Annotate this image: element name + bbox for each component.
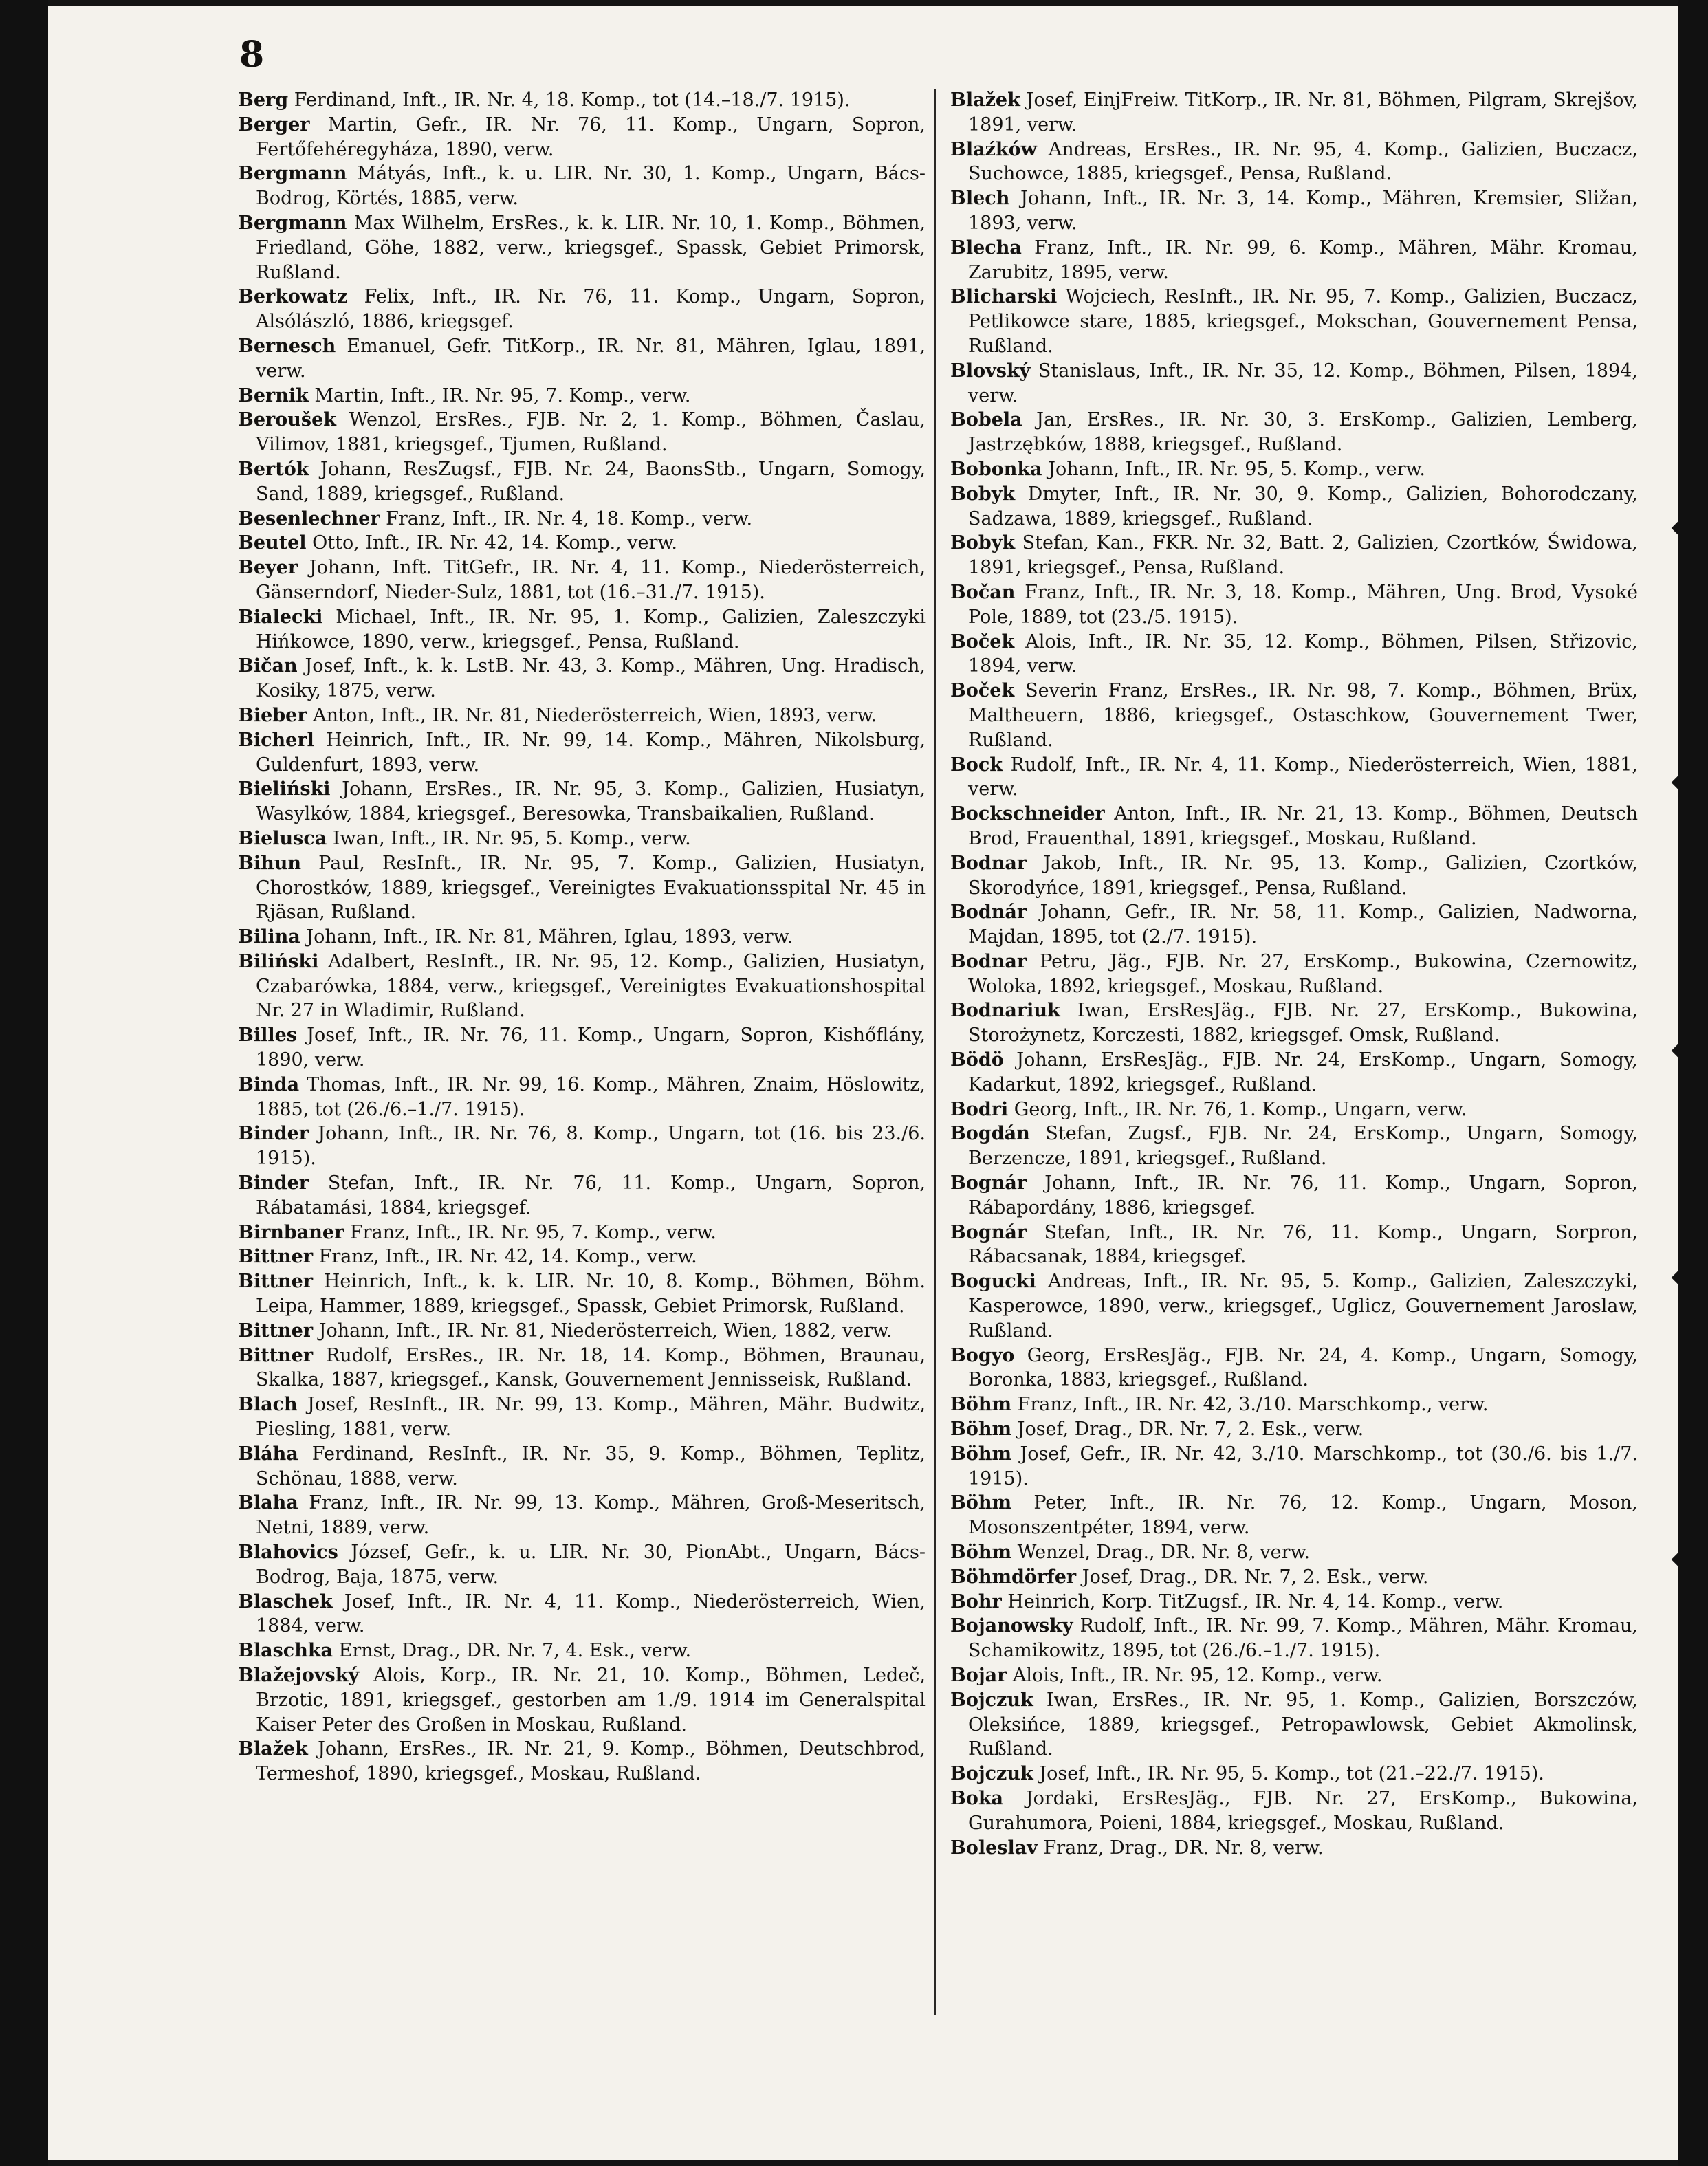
entry-details: Josef, ResInft., IR. Nr. 99, 13. Komp., Mähren, Mähr. Budwitz, Piesling, 1881, verw.: [256, 1394, 926, 1441]
register-entry: [238, 408, 926, 457]
register-entry: [238, 1245, 926, 1269]
entry-surname: Blažek: [950, 89, 1020, 111]
register-entry: [238, 827, 926, 851]
register-entry: [950, 457, 1638, 482]
entry-details: Iwan, ErsResJäg., FJB. Nr. 27, ErsKomp., Bukowina, Storożynetz, Korczesti, 1882, kriegsgef. Omsk, Rußland.: [968, 1000, 1638, 1047]
entry-details: Ferdinand, ResInft., IR. Nr. 35, 9. Komp., Böhmen, Teplitz, Schönau, 1888, verw.: [256, 1443, 926, 1489]
register-entry: [238, 334, 926, 384]
entry-details: Iwan, ErsRes., IR. Nr. 95, 1. Komp., Galizien, Borszczów, Oleksińce, 1889, kriegsgef., Petropawlowsk, Gebiet Akmolinsk, Rußland.: [968, 1689, 1638, 1760]
register-entry: [238, 507, 926, 532]
column-divider: [934, 89, 936, 2015]
entry-details: Franz, Inft., IR. Nr. 42, 14. Komp., verw.: [313, 1246, 697, 1268]
register-entry: [950, 1344, 1638, 1393]
entry-details: Emanuel, Gefr. TitKorp., IR. Nr. 81, Mähren, Iglau, 1891, verw.: [256, 335, 926, 382]
register-entry: [950, 1614, 1638, 1663]
entry-details: Heinrich, Korp. TitZugsf., IR. Nr. 4, 14. Komp., verw.: [1001, 1590, 1504, 1612]
register-entry: [950, 186, 1638, 236]
entry-surname: Böhmdörfer: [950, 1566, 1077, 1588]
register-entry: [950, 531, 1638, 580]
entry-details: Franz, Inft., IR. Nr. 4, 18. Komp., verw.: [380, 507, 753, 529]
register-entry: [950, 1762, 1638, 1786]
entry-surname: Blovský: [950, 360, 1031, 382]
entry-surname: Böhm: [950, 1394, 1012, 1416]
register-entry: [950, 679, 1638, 752]
entry-details: Johann, ResZugsf., FJB. Nr. 24, BaonsStb., Ungarn, Somogy, Sand, 1889, kriegsgef., Rußland.: [256, 458, 926, 505]
entry-surname: Boček: [950, 680, 1015, 702]
entry-details: Rudolf, ErsRes., IR. Nr. 18, 14. Komp., Böhmen, Braunau, Skalka, 1887, kriegsgef., Kansk, Gouvernement Jennisseisk, Rußland.: [256, 1344, 926, 1391]
register-entry: [238, 1171, 926, 1221]
entry-details: Johann, Inft., IR. Nr. 76, 11. Komp., Ungarn, Sopron, Rábapordány, 1886, kriegsgef.: [968, 1172, 1638, 1218]
entry-details: Rudolf, Inft., IR. Nr. 4, 11. Komp., Niederösterreich, Wien, 1881, verw.: [968, 754, 1638, 800]
entry-details: Josef, Gefr., IR. Nr. 42, 3./10. Marschkomp., tot (30./6. bis 1./7. 1915).: [968, 1443, 1638, 1489]
register-entry: [238, 211, 926, 285]
register-entry: [238, 1023, 926, 1073]
entry-details: Rudolf, Inft., IR. Nr. 99, 7. Komp., Mähren, Mähr. Kromau, Schamikowitz, 1895, tot (26./6.–1./7. 1915).: [968, 1615, 1638, 1662]
entry-details: Johann, Inft., IR. Nr. 81, Mähren, Iglau, 1893, verw.: [300, 926, 793, 948]
register-entry: [950, 1171, 1638, 1221]
register-entry: [238, 654, 926, 703]
page-number: 8: [239, 34, 265, 76]
entry-surname: Bojczuk: [950, 1763, 1033, 1785]
entry-surname: Boka: [950, 1787, 1004, 1809]
entry-surname: Blecha: [950, 237, 1022, 259]
entry-surname: Berkowatz: [238, 286, 348, 308]
entry-surname: Boček: [950, 631, 1015, 653]
entry-surname: Blahovics: [238, 1542, 338, 1564]
entry-surname: Böhm: [950, 1443, 1012, 1465]
register-entry: [950, 1540, 1638, 1565]
entry-details: Franz, Inft., IR. Nr. 42, 3./10. Marschkomp., verw.: [1011, 1394, 1489, 1416]
entry-details: Jan, ErsRes., IR. Nr. 30, 3. ErsKomp., Galizien, Lemberg, Jastrzębków, 1888, kriegsgef., Rußland.: [968, 409, 1638, 456]
entry-details: Georg, Inft., IR. Nr. 76, 1. Komp., Ungarn, verw.: [1008, 1098, 1467, 1120]
entry-details: Wojciech, ResInft., IR. Nr. 95, 7. Komp., Galizien, Buczacz, Petlikowce stare, 1885, kriegsgef., Mokschan, Gouvernement Pensa, Rußland.: [968, 286, 1638, 357]
entry-details: Alois, Inft., IR. Nr. 95, 12. Komp., verw.: [1007, 1665, 1383, 1686]
entry-surname: Böhm: [950, 1492, 1012, 1514]
register-entry: [950, 1097, 1638, 1122]
entry-surname: Bihun: [238, 852, 301, 874]
entry-surname: Bieliński: [238, 778, 331, 800]
entry-details: Josef, Drag., DR. Nr. 7, 2. Esk., verw.: [1076, 1566, 1429, 1588]
entry-details: Johann, ErsResJäg., FJB. Nr. 24, ErsKomp., Ungarn, Somogy, Kadarkut, 1892, kriegsgef., Rußland.: [968, 1049, 1638, 1095]
register-entry: [238, 1319, 926, 1344]
register-entry: [950, 998, 1638, 1048]
entry-surname: Bödö: [950, 1049, 1004, 1071]
entry-surname: Bláha: [238, 1443, 298, 1465]
register-entry: [950, 88, 1638, 138]
register-entry: [238, 950, 926, 1023]
register-entry: [950, 1392, 1638, 1417]
entry-surname: Bicherl: [238, 729, 314, 751]
entry-surname: Bergmann: [238, 212, 347, 234]
entry-details: Stefan, Inft., IR. Nr. 76, 11. Komp., Ungarn, Sopron, Rábatamási, 1884, kriegsgef.: [256, 1172, 926, 1218]
register-entry: [950, 1221, 1638, 1270]
entry-surname: Blaschka: [238, 1640, 333, 1662]
entry-details: Josef, EinjFreiw. TitKorp., IR. Nr. 81, Böhmen, Pilgram, Skrejšov, 1891, verw.: [968, 89, 1638, 135]
entry-details: Alois, Korp., IR. Nr. 21, 10. Komp., Böhmen, Ledeč, Brzotic, 1891, kriegsgef., gestorben am 1./9. 1914 im Generalspital Kaiser Peter des Großen in Moskau, Rußland.: [256, 1665, 926, 1736]
entry-surname: Bobyk: [950, 532, 1016, 554]
entry-surname: Binda: [238, 1073, 300, 1095]
register-entry: [950, 950, 1638, 999]
entry-details: Franz, Inft., IR. Nr. 95, 7. Komp., verw.: [344, 1221, 716, 1243]
register-entry: [238, 1269, 926, 1319]
register-entry: [238, 1122, 926, 1171]
register-entry: [238, 162, 926, 211]
entry-surname: Berger: [238, 113, 310, 135]
entry-details: Johann, Inft. TitGefr., IR. Nr. 4, 11. Komp., Niederösterreich, Gänserndorf, Nieder-Sulz, 1881, tot (16.–31./7. 1915).: [256, 557, 926, 603]
register-entry: [950, 1269, 1638, 1343]
entry-details: Ernst, Drag., DR. Nr. 7, 4. Esk., verw.: [333, 1640, 692, 1662]
register-entry: [950, 1590, 1638, 1615]
register-entry: [238, 1491, 926, 1540]
register-entry: [950, 1048, 1638, 1097]
entry-surname: Blach: [238, 1394, 298, 1416]
register-entry: [950, 851, 1638, 901]
register-entry: [238, 1221, 926, 1245]
register-entry: [950, 1417, 1638, 1442]
entry-details: Josef, Inft., IR. Nr. 4, 11. Komp., Niederösterreich, Wien, 1884, verw.: [256, 1590, 926, 1637]
entry-details: Petru, Jäg., FJB. Nr. 27, ErsKomp., Bukowina, Czernowitz, Woloka, 1892, kriegsgef., Moskau, Rußland.: [968, 950, 1638, 997]
entry-surname: Bock: [950, 754, 1003, 776]
entry-details: Johann, Inft., IR. Nr. 3, 14. Komp., Mähren, Kremsier, Sližan, 1893, verw.: [968, 188, 1638, 234]
entry-surname: Billes: [238, 1025, 297, 1047]
entry-details: Mátyás, Inft., k. u. LIR. Nr. 30, 1. Komp., Ungarn, Bács-Bodrog, Körtés, 1885, verw.: [256, 163, 926, 210]
entry-surname: Beutel: [238, 532, 307, 554]
entry-surname: Bodnariuk: [950, 1000, 1060, 1022]
entry-details: Anton, Inft., IR. Nr. 81, Niederösterreich, Wien, 1893, verw.: [307, 704, 877, 726]
entry-details: Georg, ErsResJäg., FJB. Nr. 24, 4. Komp., Ungarn, Somogy, Boronka, 1883, kriegsgef., Rußland.: [968, 1344, 1638, 1391]
entry-surname: Bogyo: [950, 1344, 1015, 1366]
entry-details: Stefan, Inft., IR. Nr. 76, 11. Komp., Ungarn, Sorpron, Rábacsanak, 1884, kriegsgef.: [968, 1221, 1638, 1268]
register-entry: [950, 1836, 1638, 1861]
register-entry: [238, 1442, 926, 1491]
entry-surname: Bockschneider: [950, 803, 1105, 825]
entry-details: Adalbert, ResInft., IR. Nr. 95, 12. Komp., Galizien, Husiatyn, Czabarówka, 1884, verw., kriegsgef., Vereinigtes Evakuationshospital Nr. 27 in Wladimir, Rußland.: [256, 950, 926, 1022]
entry-surname: Bičan: [238, 655, 298, 677]
register-entry: [238, 605, 926, 655]
entry-surname: Bobela: [950, 409, 1022, 431]
entry-details: Paul, ResInft., IR. Nr. 95, 7. Komp., Galizien, Husiatyn, Chorostków, 1889, kriegsgef., Vereinigtes Evakuationsspital Nr. 45 in Rjäsan, Rußland.: [256, 852, 926, 923]
register-entry: [238, 1663, 926, 1737]
entry-surname: Bittner: [238, 1320, 314, 1342]
entry-details: Wenzol, ErsRes., FJB. Nr. 2, 1. Komp., Böhmen, Časlau, Vilimov, 1881, kriegsgef., Tjumen, Rußland.: [256, 409, 926, 456]
register-entry: [238, 113, 926, 162]
register-entry: [950, 1688, 1638, 1762]
entry-details: Johann, ErsRes., IR. Nr. 95, 3. Komp., Galizien, Husiatyn, Wasylków, 1884, kriegsgef., Beresowka, Transbaikalien, Rußland.: [256, 778, 926, 825]
entry-surname: Binder: [238, 1123, 309, 1145]
entry-details: Jakob, Inft., IR. Nr. 95, 13. Komp., Galizien, Czortków, Skorodyńce, 1891, kriegsgef., Pensa, Rußland.: [968, 852, 1638, 899]
register-entry: [950, 1491, 1638, 1540]
entry-surname: Blažejovský: [238, 1665, 360, 1686]
entry-surname: Blaźków: [950, 138, 1037, 160]
entry-surname: Blech: [950, 188, 1010, 210]
entry-surname: Bočan: [950, 581, 1016, 603]
entry-surname: Bittner: [238, 1344, 314, 1366]
entry-surname: Boleslav: [950, 1837, 1038, 1859]
register-entry: [950, 1786, 1638, 1836]
entry-surname: Bialecki: [238, 606, 323, 628]
entry-details: Franz, Inft., IR. Nr. 99, 13. Komp., Mähren, Groß-Meseritsch, Netni, 1889, verw.: [256, 1492, 926, 1539]
entry-surname: Bobyk: [950, 483, 1016, 505]
entry-details: Heinrich, Inft., k. k. LIR. Nr. 10, 8. Komp., Böhmen, Böhm. Leipa, Hammer, 1889, kriegsgef., Spassk, Gebiet Primorsk, Rußland.: [256, 1271, 926, 1317]
register-entry: [238, 1639, 926, 1663]
entry-surname: Bodnar: [950, 950, 1027, 972]
register-entry: [950, 1442, 1638, 1491]
binding-marks: [1674, 481, 1687, 1788]
entry-details: Stefan, Kan., FKR. Nr. 32, Batt. 2, Galizien, Czortków, Świdowa, 1891, kriegsgef., Pensa, Rußland.: [968, 532, 1638, 579]
entry-details: Alois, Inft., IR. Nr. 35, 12. Komp., Böhmen, Pilsen, Střizovic, 1894, verw.: [968, 631, 1638, 677]
register-entry: [238, 556, 926, 605]
entry-details: Peter, Inft., IR. Nr. 76, 12. Komp., Ungarn, Moson, Mosonszentpéter, 1894, verw.: [968, 1492, 1638, 1539]
entry-surname: Birnbaner: [238, 1221, 344, 1243]
register-entry: [950, 753, 1638, 802]
entry-surname: Bilina: [238, 926, 300, 948]
entry-details: Johann, Gefr., IR. Nr. 58, 11. Komp., Galizien, Nadworna, Majdan, 1895, tot (2./7. 1915).: [968, 901, 1638, 948]
entry-surname: Bittner: [238, 1271, 314, 1293]
entry-details: Thomas, Inft., IR. Nr. 99, 16. Komp., Mähren, Znaim, Höslowitz, 1885, tot (26./6.–1./7. 1915).: [256, 1073, 926, 1120]
entry-details: Anton, Inft., IR. Nr. 21, 13. Komp., Böhmen, Deutsch Brod, Frauenthal, 1891, kriegsgef., Moskau, Rußland.: [968, 803, 1638, 849]
register-entry: [238, 851, 926, 925]
entry-surname: Bieber: [238, 704, 307, 726]
register-entry: [950, 580, 1638, 630]
entry-details: Franz, Inft., IR. Nr. 99, 6. Komp., Mähren, Mähr. Kromau, Zarubitz, 1895, verw.: [968, 237, 1638, 283]
register-entry: [238, 1344, 926, 1393]
entry-details: Martin, Inft., IR. Nr. 95, 7. Komp., verw.: [308, 384, 691, 406]
entry-details: Jordaki, ErsResJäg., FJB. Nr. 27, ErsKomp., Bukowina, Gurahumora, Poieni, 1884, kriegsgef., Moskau, Rußland.: [968, 1787, 1638, 1834]
register-entry: [238, 777, 926, 827]
entry-surname: Bogdán: [950, 1123, 1030, 1145]
entry-surname: Blaha: [238, 1492, 298, 1514]
entry-surname: Beroušek: [238, 409, 336, 431]
entry-details: Andreas, Inft., IR. Nr. 95, 5. Komp., Galizien, Zaleszczyki, Kasperowce, 1890, verw., kriegsgef., Uglicz, Gouvernement Jaroslaw, Rußland.: [968, 1271, 1638, 1342]
register-entry: [238, 925, 926, 950]
entry-details: Andreas, ErsRes., IR. Nr. 95, 4. Komp., Galizien, Buczacz, Suchowce, 1885, kriegsgef., Pensa, Rußland.: [968, 138, 1638, 185]
register-entry: [950, 482, 1638, 532]
entry-surname: Bohr: [950, 1590, 1002, 1612]
entry-details: Iwan, Inft., IR. Nr. 95, 5. Komp., verw.: [327, 827, 691, 849]
entry-surname: Bielusca: [238, 827, 327, 849]
entry-surname: Beyer: [238, 557, 298, 579]
register-entry: [238, 457, 926, 507]
register-entry: [950, 1565, 1638, 1590]
entry-surname: Berg: [238, 89, 289, 111]
register-entry: [950, 285, 1638, 358]
entry-details: József, Gefr., k. u. LIR. Nr. 30, PionAbt., Ungarn, Bács-Bodrog, Baja, 1875, verw.: [256, 1542, 926, 1588]
entry-surname: Bodri: [950, 1098, 1009, 1120]
entry-details: Heinrich, Inft., IR. Nr. 99, 14. Komp., Mähren, Nikolsburg, Guldenfurt, 1893, verw.: [256, 729, 926, 776]
register-entry: [238, 1540, 926, 1590]
register-entry: [950, 802, 1638, 851]
register-entry: [950, 630, 1638, 679]
register-entry: [238, 1392, 926, 1442]
entry-surname: Böhm: [950, 1542, 1012, 1564]
register-entry: [950, 900, 1638, 950]
entry-surname: Bertók: [238, 458, 309, 480]
entry-details: Josef, Inft., IR. Nr. 95, 5. Komp., tot (21.–22./7. 1915).: [1033, 1763, 1544, 1785]
register-entry: [238, 703, 926, 728]
entry-details: Johann, ErsRes., IR. Nr. 21, 9. Komp., Böhmen, Deutschbrod, Termeshof, 1890, kriegsgef., Moskau, Rußland.: [256, 1738, 926, 1785]
entry-details: Franz, Inft., IR. Nr. 3, 18. Komp., Mähren, Ung. Brod, Vysoké Pole, 1889, tot (23./5. 1915).: [968, 581, 1638, 628]
register-entry: [950, 236, 1638, 285]
entry-surname: Bogucki: [950, 1271, 1036, 1293]
entry-surname: Bojanowsky: [950, 1615, 1073, 1637]
entry-surname: Biliński: [238, 950, 319, 972]
right-column: [950, 88, 1638, 1860]
entry-details: Wenzel, Drag., DR. Nr. 8, verw.: [1011, 1542, 1311, 1564]
entry-surname: Bojar: [950, 1665, 1007, 1686]
entry-surname: Bodnar: [950, 852, 1027, 874]
entry-surname: Bergmann: [238, 163, 347, 185]
entry-surname: Bittner: [238, 1246, 314, 1268]
entry-details: Dmyter, Inft., IR. Nr. 30, 9. Komp., Galizien, Bohorodczany, Sadzawa, 1889, kriegsgef., Rußland.: [968, 483, 1638, 529]
entry-details: Severin Franz, ErsRes., IR. Nr. 98, 7. Komp., Böhmen, Brüx, Maltheuern, 1886, kriegsgef., Ostaschkow, Gouvernement Twer, Rußland.: [968, 680, 1638, 751]
scan-border-left: [0, 0, 48, 2166]
entry-details: Max Wilhelm, ErsRes., k. k. LIR. Nr. 10, 1. Komp., Böhmen, Friedland, Göhe, 1882, verw., kriegsgef., Spassk, Gebiet Primorsk, Rußland.: [256, 212, 926, 283]
entry-details: Johann, Inft., IR. Nr. 95, 5. Komp., verw.: [1042, 458, 1426, 480]
register-entry: [238, 728, 926, 778]
entry-surname: Bognár: [950, 1221, 1027, 1243]
entry-details: Johann, Inft., IR. Nr. 76, 8. Komp., Ungarn, tot (16. bis 23./6. 1915).: [256, 1123, 926, 1170]
register-entry: [238, 1073, 926, 1122]
entry-surname: Bodnár: [950, 901, 1027, 923]
entry-details: Felix, Inft., IR. Nr. 76, 11. Komp., Ungarn, Sopron, Alsólászló, 1886, kriegsgef.: [256, 286, 926, 333]
register-entry: [950, 359, 1638, 408]
entry-details: Franz, Drag., DR. Nr. 8, verw.: [1037, 1837, 1324, 1859]
register-entry: [238, 88, 926, 113]
entry-surname: Bernik: [238, 384, 309, 406]
left-column: [238, 88, 926, 1786]
entry-surname: Binder: [238, 1172, 309, 1194]
register-entry: [950, 1122, 1638, 1171]
register-entry: [950, 408, 1638, 457]
entry-details: Johann, Inft., IR. Nr. 81, Niederösterreich, Wien, 1882, verw.: [313, 1320, 893, 1342]
entry-surname: Böhm: [950, 1419, 1012, 1441]
entry-details: Josef, Inft., k. k. LstB. Nr. 43, 3. Komp., Mähren, Ung. Hradisch, Kosiky, 1875, verw.: [256, 655, 926, 702]
entry-details: Stefan, Zugsf., FJB. Nr. 24, ErsKomp., Ungarn, Somogy, Berzencze, 1891, kriegsgef., Rußland.: [968, 1123, 1638, 1170]
entry-details: Josef, Drag., DR. Nr. 7, 2. Esk., verw.: [1011, 1419, 1364, 1441]
register-entry: [238, 1737, 926, 1786]
entry-details: Stanislaus, Inft., IR. Nr. 35, 12. Komp., Böhmen, Pilsen, 1894, verw.: [968, 360, 1638, 406]
entry-details: Michael, Inft., IR. Nr. 95, 1. Komp., Galizien, Zaleszczyki Hińkowce, 1890, verw., kriegsgef., Pensa, Rußland.: [256, 606, 926, 653]
entry-details: Josef, Inft., IR. Nr. 76, 11. Komp., Ungarn, Sopron, Kishőflány, 1890, verw.: [256, 1025, 926, 1071]
register-entry: [238, 531, 926, 556]
entry-surname: Besenlechner: [238, 507, 380, 529]
entry-surname: Bernesch: [238, 335, 336, 357]
entry-surname: Bognár: [950, 1172, 1027, 1194]
register-entry: [238, 1590, 926, 1639]
entry-surname: Bobonka: [950, 458, 1042, 480]
entry-surname: Bojczuk: [950, 1689, 1033, 1711]
register-entry: [950, 1663, 1638, 1688]
entry-details: Martin, Gefr., IR. Nr. 76, 11. Komp., Ungarn, Sopron, Fertőfehéregyháza, 1890, verw.: [256, 113, 926, 160]
entry-details: Otto, Inft., IR. Nr. 42, 14. Komp., verw.: [306, 532, 677, 554]
register-entry: [238, 384, 926, 408]
register-entry: [950, 138, 1638, 187]
entry-surname: Blažek: [238, 1738, 308, 1760]
entry-surname: Blaschek: [238, 1590, 333, 1612]
entry-details: Ferdinand, Inft., IR. Nr. 4, 18. Komp., tot (14.–18./7. 1915).: [288, 89, 851, 111]
register-entry: [238, 285, 926, 334]
entry-surname: Blicharski: [950, 286, 1058, 308]
